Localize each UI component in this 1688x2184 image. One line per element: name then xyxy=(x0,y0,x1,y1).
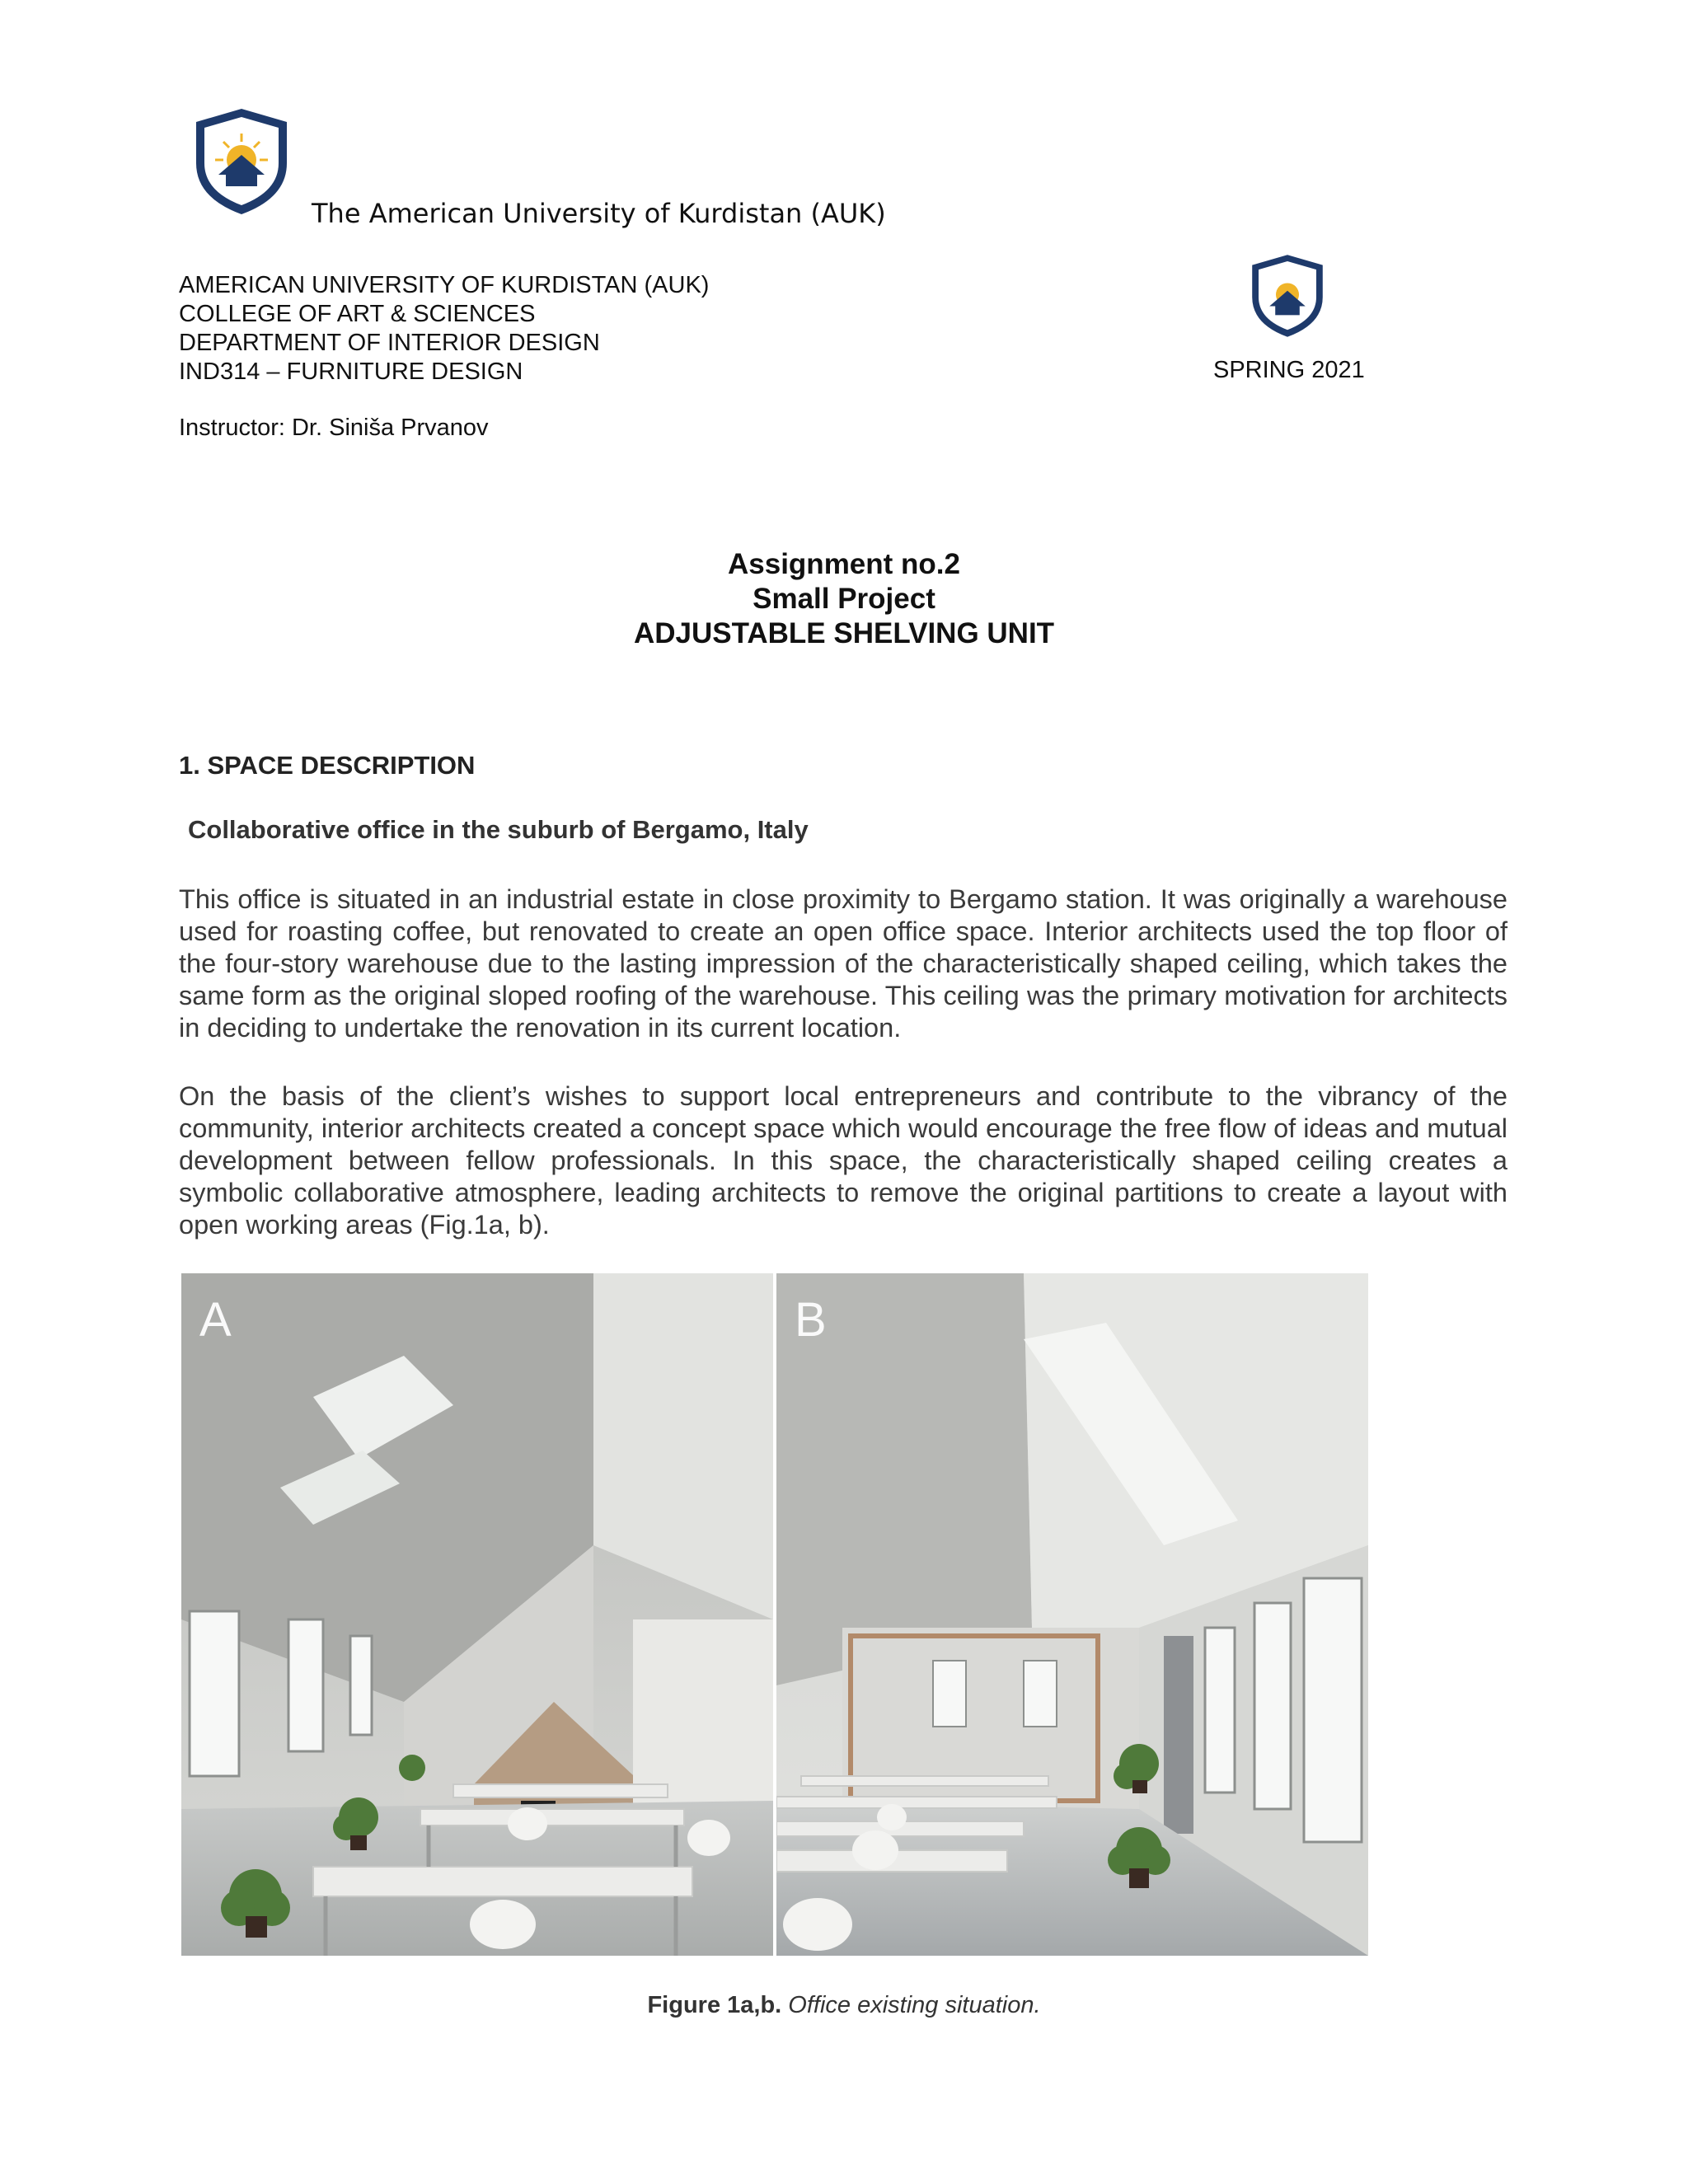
caption-text: Office existing situation. xyxy=(788,1992,1041,2018)
caption-label: Figure 1a,b. xyxy=(647,1992,782,2018)
header-line-department: DEPARTMENT OF INTERIOR DESIGN xyxy=(179,330,600,356)
paragraph: On the basis of the client’s wishes to support local entrepreneurs and contribute to the vibrancy of the community, interior architects created a concept space which would encourage the free flow of ideas and mutual development between fellow professionals. In this space, the characteristically shaped ceiling creates a symbolic collaborative atmosphere, leading architects to remove the original partitions to create a layout with open working areas (Fig.1a, b). xyxy=(179,1081,1507,1240)
panel-label-a: A xyxy=(199,1293,232,1347)
project-name-title: ADJUSTABLE SHELVING UNIT xyxy=(633,617,1055,649)
office-photo-b xyxy=(776,1273,1368,1956)
paragraph: This office is situated in an industrial estate in close proximity to Bergamo station. It was originally a warehouse used for roasting coffee, but renovated to create an open office space. Interior architects used the top floor of the four-story warehouse due to the lasting impression of the characteristically shaped ceiling, which takes the same form as the original sloped roofing of the warehouse. This ceiling was the primary motivation for architects in deciding to undertake the renovation in its current location. xyxy=(179,884,1507,1043)
university-name-line: The American University of Kurdistan (AUK) xyxy=(312,198,886,229)
section-subheading: Collaborative office in the suburb of Bergamo, Italy xyxy=(188,815,809,844)
figure-caption xyxy=(0,1992,1688,2019)
auk-crest-icon xyxy=(190,105,293,218)
header-line-university: AMERICAN UNIVERSITY OF KURDISTAN (AUK) xyxy=(179,272,710,298)
header-line-college: COLLEGE OF ART & SCIENCES xyxy=(179,301,536,327)
header-line-course: IND314 – FURNITURE DESIGN xyxy=(179,359,523,385)
office-photo-a xyxy=(181,1273,773,1956)
semester-label: SPRING 2021 xyxy=(1213,357,1365,383)
section-heading: 1. SPACE DESCRIPTION xyxy=(179,751,476,780)
auk-crest-icon xyxy=(1247,251,1328,340)
instructor-line: Instructor: Dr. Siniša Prvanov xyxy=(179,415,489,441)
assignment-title: Assignment no.2 xyxy=(728,548,960,580)
panel-label-b: B xyxy=(795,1293,827,1347)
project-type-title: Small Project xyxy=(753,583,935,615)
office-figure xyxy=(181,1273,1368,1956)
